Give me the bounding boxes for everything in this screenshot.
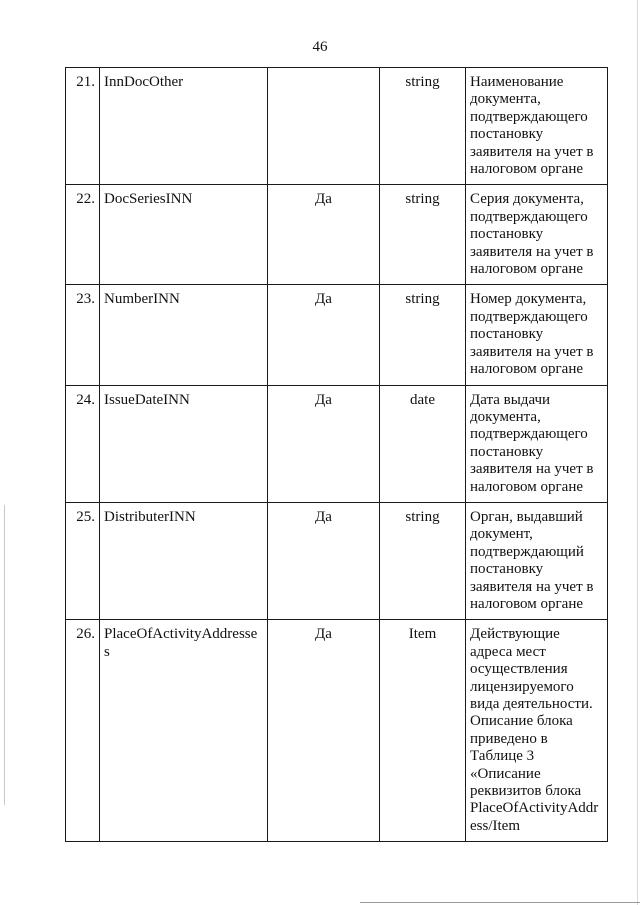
table-row	[66, 620, 608, 842]
description-line: осуществления	[470, 661, 568, 678]
description-line: налоговом органе	[470, 478, 584, 495]
description-line: Действующие	[470, 626, 560, 643]
description-line: реквизитов блока	[470, 783, 582, 800]
field-description	[466, 185, 608, 285]
field-type: string	[380, 285, 466, 385]
description-line: приведено в	[470, 730, 548, 747]
table-row	[66, 68, 608, 185]
description-line: Описание блока	[470, 713, 573, 730]
description-line: документа,	[470, 91, 541, 108]
description-line: заявителя на учет в	[470, 461, 594, 478]
field-type: string	[380, 502, 466, 619]
description-line: ess/Item	[470, 817, 520, 834]
row-number: 26.	[66, 620, 100, 842]
field-description	[466, 620, 608, 842]
description-line: Наименование	[470, 74, 564, 90]
description-line: налоговом органе	[470, 361, 584, 378]
field-required: Да	[268, 502, 380, 619]
description-line: документа,	[470, 408, 541, 425]
row-number: 23.	[66, 285, 100, 385]
field-type: date	[380, 385, 466, 502]
description-line: постановку	[470, 326, 544, 343]
field-type: string	[380, 185, 466, 285]
description-line: Орган, выдавший	[470, 508, 583, 525]
description-line: PlaceOfActivityAddr	[470, 800, 599, 817]
field-description	[466, 68, 608, 185]
description-line: налоговом органе	[470, 595, 584, 612]
field-name: NumberINN	[100, 285, 268, 385]
table-row	[66, 385, 608, 502]
field-name: InnDocOther	[100, 68, 268, 185]
description-line: Серия документа,	[470, 191, 584, 208]
description-line: лицензируемого	[470, 678, 574, 695]
table-row	[66, 185, 608, 285]
row-number: 21.	[66, 68, 100, 185]
field-name: DocSeriesINN	[100, 185, 268, 285]
row-number: 22.	[66, 185, 100, 285]
field-required: Да	[268, 620, 380, 842]
table-row	[66, 502, 608, 619]
row-number: 25.	[66, 502, 100, 619]
description-line: постановку	[470, 561, 544, 578]
field-description	[466, 285, 608, 385]
field-required	[268, 68, 380, 185]
description-line: подтверждающего	[470, 426, 588, 443]
field-type: Item	[380, 620, 466, 842]
scan-edge-mark-right	[637, 0, 638, 905]
row-number: 24.	[66, 385, 100, 502]
field-required: Да	[268, 385, 380, 502]
description-line: подтверждающего	[470, 308, 588, 325]
description-line: Таблице 3	[470, 748, 535, 765]
fields-table	[65, 67, 608, 842]
description-line: налоговом органе	[470, 161, 584, 178]
field-name: IssueDateINN	[100, 385, 268, 502]
field-type: string	[380, 68, 466, 185]
description-line: заявителя на учет в	[470, 578, 594, 595]
description-line: заявителя на учет в	[470, 243, 594, 260]
description-line: подтверждающий	[470, 543, 584, 560]
field-description	[466, 385, 608, 502]
field-name: DistributerINN	[100, 502, 268, 619]
description-line: вида деятельности.	[470, 696, 593, 712]
page-number: 46	[312, 39, 328, 55]
description-line: заявителя на учет в	[470, 143, 594, 160]
description-line: адреса мест	[470, 643, 546, 660]
description-line: подтверждающего	[470, 108, 588, 125]
description-line: «Описание	[470, 765, 541, 782]
description-line: постановку	[470, 126, 544, 143]
field-required: Да	[268, 185, 380, 285]
field-required: Да	[268, 285, 380, 385]
fields-table-body	[66, 68, 608, 842]
description-line: заявителя на учет в	[470, 343, 594, 360]
description-line: Номер документа,	[470, 291, 587, 308]
description-line: постановку	[470, 443, 544, 460]
description-line: документ,	[470, 526, 533, 543]
table-row	[66, 285, 608, 385]
description-line: налоговом органе	[470, 261, 584, 278]
scan-bottom-line	[360, 902, 640, 903]
description-line: постановку	[470, 226, 544, 243]
scan-edge-mark	[4, 505, 5, 805]
description-line: Дата выдачи	[470, 391, 551, 408]
description-line: подтверждающего	[470, 208, 588, 225]
field-name: PlaceOfActivityAddresses	[100, 620, 268, 842]
field-description	[466, 502, 608, 619]
